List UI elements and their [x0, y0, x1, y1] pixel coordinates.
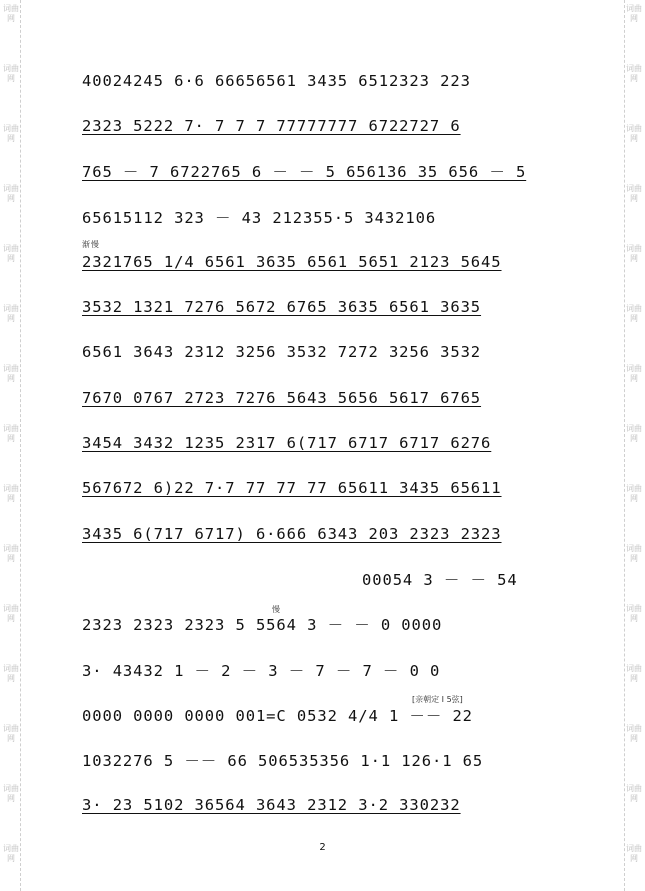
notation-text: 2323 5222 7· 7 7 7 77777777 6722727 6	[82, 116, 461, 135]
watermark: 词曲网	[3, 604, 19, 623]
notation-line	[82, 511, 605, 556]
watermark: 词曲网	[3, 724, 19, 743]
watermark: 词曲网	[3, 4, 19, 23]
watermark: 词曲网	[626, 424, 642, 443]
watermark: 词曲网	[3, 844, 19, 863]
watermark: 词曲网	[3, 664, 19, 683]
notation-line	[82, 737, 605, 782]
notation-text: 3435 6(717 6717) 6·666 6343 203 2323 2323	[82, 524, 502, 543]
notation-text: 3· 23 5102 36564 3643 2312 3·2 330232	[82, 796, 461, 815]
tempo-annotation: 慢	[272, 604, 281, 614]
notation-line	[82, 58, 605, 103]
notation-line	[82, 330, 605, 375]
notation-line	[82, 783, 605, 828]
watermark: 词曲网	[626, 784, 642, 803]
watermark: 词曲网	[626, 64, 642, 83]
notation-text: 00054 3 － － 54	[362, 570, 518, 589]
notation-text: 567672 6)22 7·7 77 77 77 65611 3435 65611	[82, 479, 502, 498]
notation-line	[82, 284, 605, 329]
watermark: 词曲网	[626, 304, 642, 323]
notation-text: 7670 0767 2723 7276 5643 5656 5617 6765	[82, 388, 482, 407]
watermark: 词曲网	[626, 544, 642, 563]
watermark: 词曲网	[626, 124, 642, 143]
watermark: 词曲网	[3, 124, 19, 143]
notation-line	[82, 692, 605, 737]
performance-note: [亲朝定 I 5弦]	[412, 695, 463, 705]
watermark: 词曲网	[626, 484, 642, 503]
watermark: 词曲网	[3, 484, 19, 503]
left-margin-strip	[2, 0, 21, 891]
notation-line	[82, 194, 605, 239]
notation-line	[82, 647, 605, 692]
notation-text: 40024245 6·6 66656561 3435 6512323 223	[82, 71, 471, 90]
watermark: 词曲网	[3, 364, 19, 383]
watermark: 词曲网	[626, 184, 642, 203]
watermark: 词曲网	[626, 244, 642, 263]
notation-line	[82, 420, 605, 465]
watermark: 词曲网	[626, 844, 642, 863]
notation-text: 3532 1321 7276 5672 6765 3635 6561 3635	[82, 298, 482, 317]
notation-line	[82, 466, 605, 511]
score-body	[82, 58, 605, 828]
notation-text: 65615112 323 － 43 212355·5 3432106	[82, 208, 437, 227]
tempo-annotation: 渐慢	[82, 240, 100, 250]
notation-line	[82, 239, 605, 284]
watermark: 词曲网	[3, 784, 19, 803]
right-margin-strip	[624, 0, 643, 891]
watermark: 词曲网	[626, 604, 642, 623]
notation-line	[82, 149, 605, 194]
notation-text: 6561 3643 2312 3256 3532 7272 3256 3532	[82, 343, 482, 362]
notation-line	[82, 602, 605, 647]
watermark: 词曲网	[3, 424, 19, 443]
watermark: 词曲网	[626, 4, 642, 23]
watermark: 词曲网	[3, 184, 19, 203]
notation-text: 765 － 7 6722765 6 － － 5 656136 35 656 － 5	[82, 163, 527, 182]
page-number: 2	[319, 842, 326, 853]
notation-text: 1032276 5 －－ 66 506535356 1·1 126·1 65	[82, 752, 484, 771]
watermark: 词曲网	[626, 364, 642, 383]
watermark: 词曲网	[626, 724, 642, 743]
notation-text: 0000 0000 0000 001=C 0532 4/4 1 －－ 22	[82, 706, 473, 725]
notation-text: 3· 43432 1 － 2 － 3 － 7 － 7 － 0 0	[82, 661, 441, 680]
watermark: 词曲网	[626, 664, 642, 683]
watermark: 词曲网	[3, 544, 19, 563]
notation-line	[82, 103, 605, 148]
notation-text: 2323 2323 2323 5 5564 3 － － 0 0000	[82, 616, 443, 635]
notation-line	[82, 556, 605, 601]
watermark: 词曲网	[3, 244, 19, 263]
notation-text: 2321765 1/4 6561 3635 6561 5651 2123 5645	[82, 252, 502, 271]
notation-line	[82, 375, 605, 420]
watermark: 词曲网	[3, 304, 19, 323]
watermark: 词曲网	[3, 64, 19, 83]
notation-text: 3454 3432 1235 2317 6(717 6717 6717 6276	[82, 434, 492, 453]
